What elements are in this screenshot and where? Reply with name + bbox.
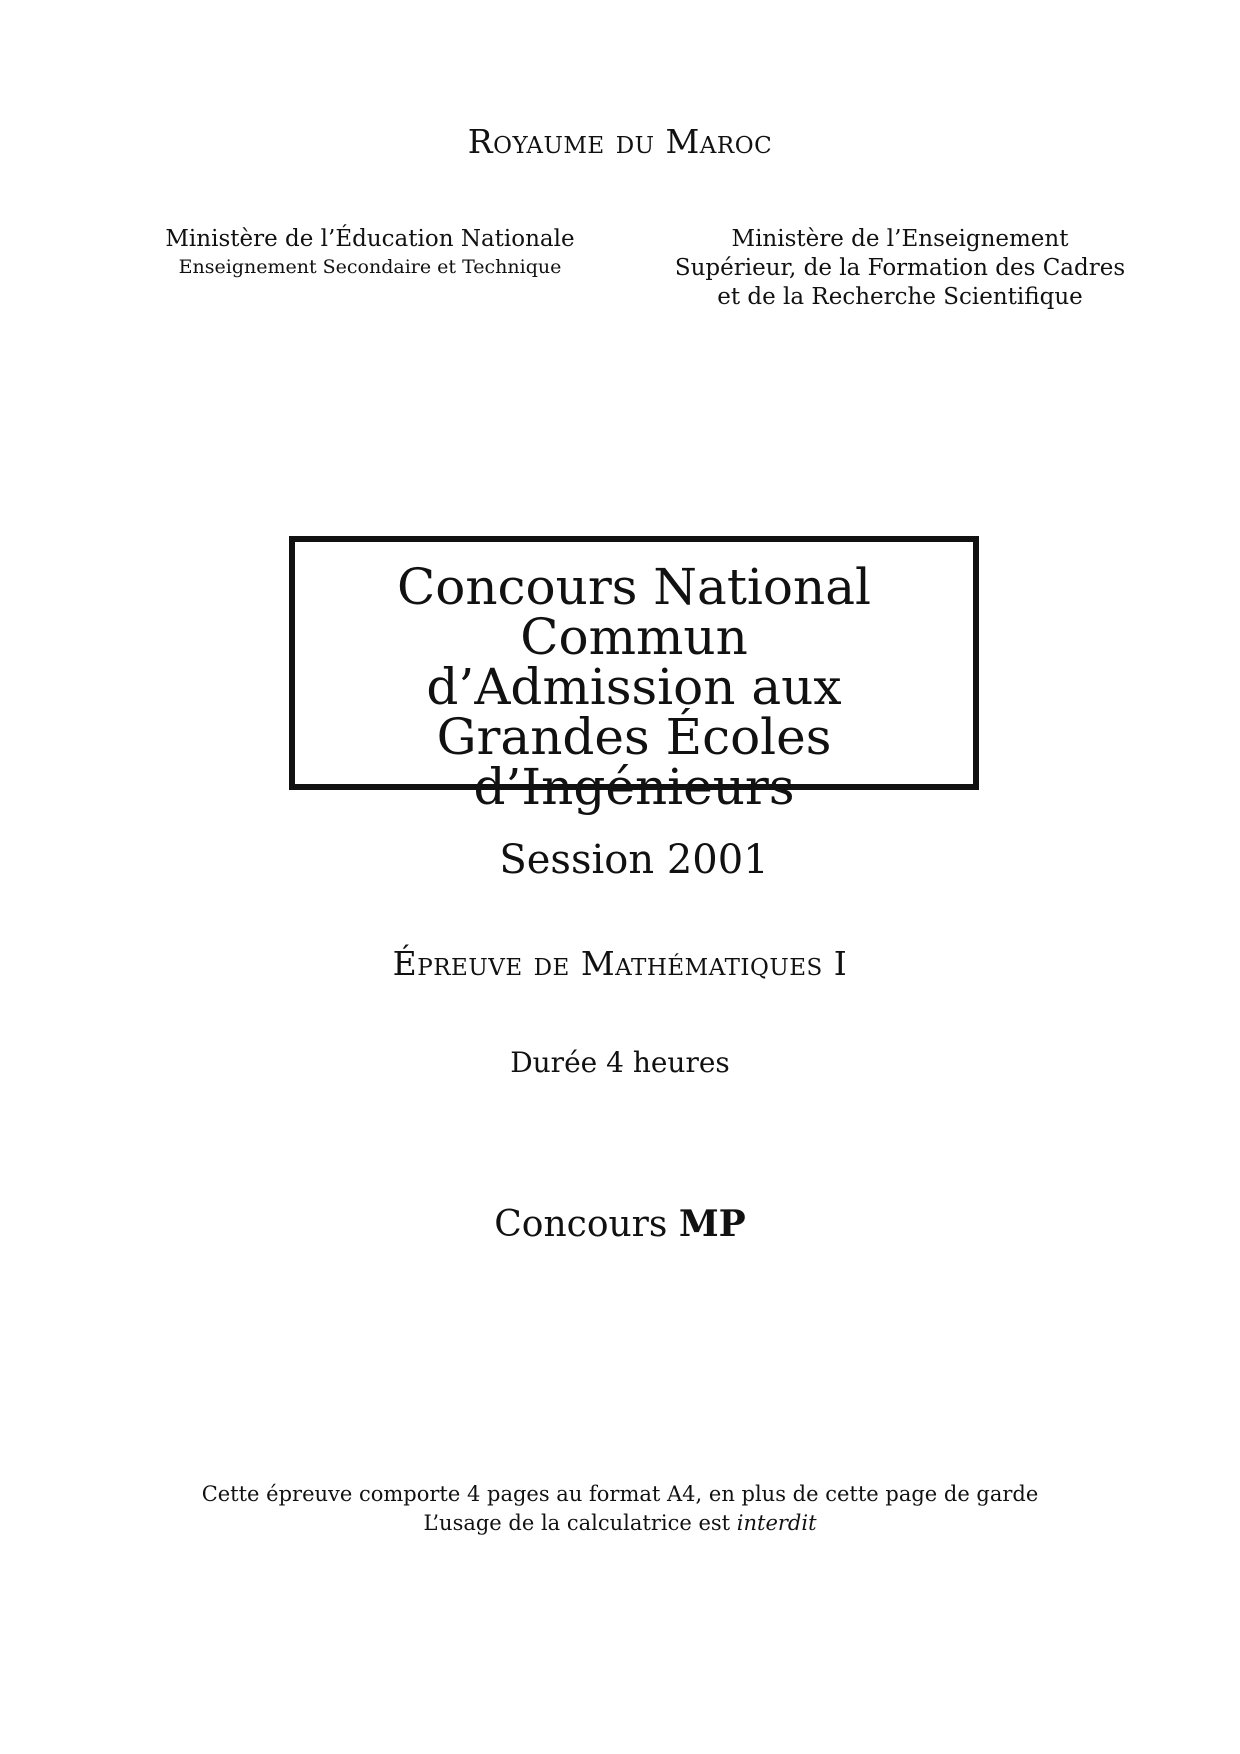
exam-title: Épreuve de Mathématiques I	[392, 944, 848, 983]
exam-duration: Durée 4 heures	[510, 1046, 730, 1079]
session-label: Session 2001	[499, 837, 769, 883]
ministry-left-block	[150, 225, 590, 281]
footer-notes	[0, 1480, 1240, 1538]
footer-line-2-prefix: L’usage de la calculatrice est	[423, 1511, 731, 1535]
concours-track: MP	[678, 1203, 746, 1245]
ministry-right-line-1: Ministère de l’Enseignement	[731, 226, 1069, 252]
title-box	[289, 536, 979, 883]
ministry-right-line-3: et de la Recherche Scientifique	[717, 284, 1083, 310]
ministry-right-block	[670, 225, 1130, 312]
ministry-left-line-1: Ministère de l’Éducation Nationale	[165, 226, 575, 252]
footer-line-2-emph: interdit	[736, 1511, 817, 1535]
title-line-3: Grandes Écoles d’Ingénieurs	[436, 708, 832, 816]
ministry-right-line-2: Supérieur, de la Formation des Cadres	[674, 255, 1126, 281]
title-line-2: d’Admission aux	[426, 658, 842, 716]
concours-line	[0, 1203, 1240, 1245]
ministry-left-line-2: Enseignement Secondaire et Technique	[178, 256, 562, 278]
footer-line-1: Cette épreuve comporte 4 pages au format A4, en plus de cette page de garde	[201, 1482, 1039, 1506]
title-line-1: Concours National Commun	[396, 558, 872, 666]
footer-line-2	[0, 1509, 1240, 1538]
kingdom-heading: Royaume du Maroc	[467, 122, 773, 161]
concours-prefix: Concours	[494, 1204, 668, 1245]
